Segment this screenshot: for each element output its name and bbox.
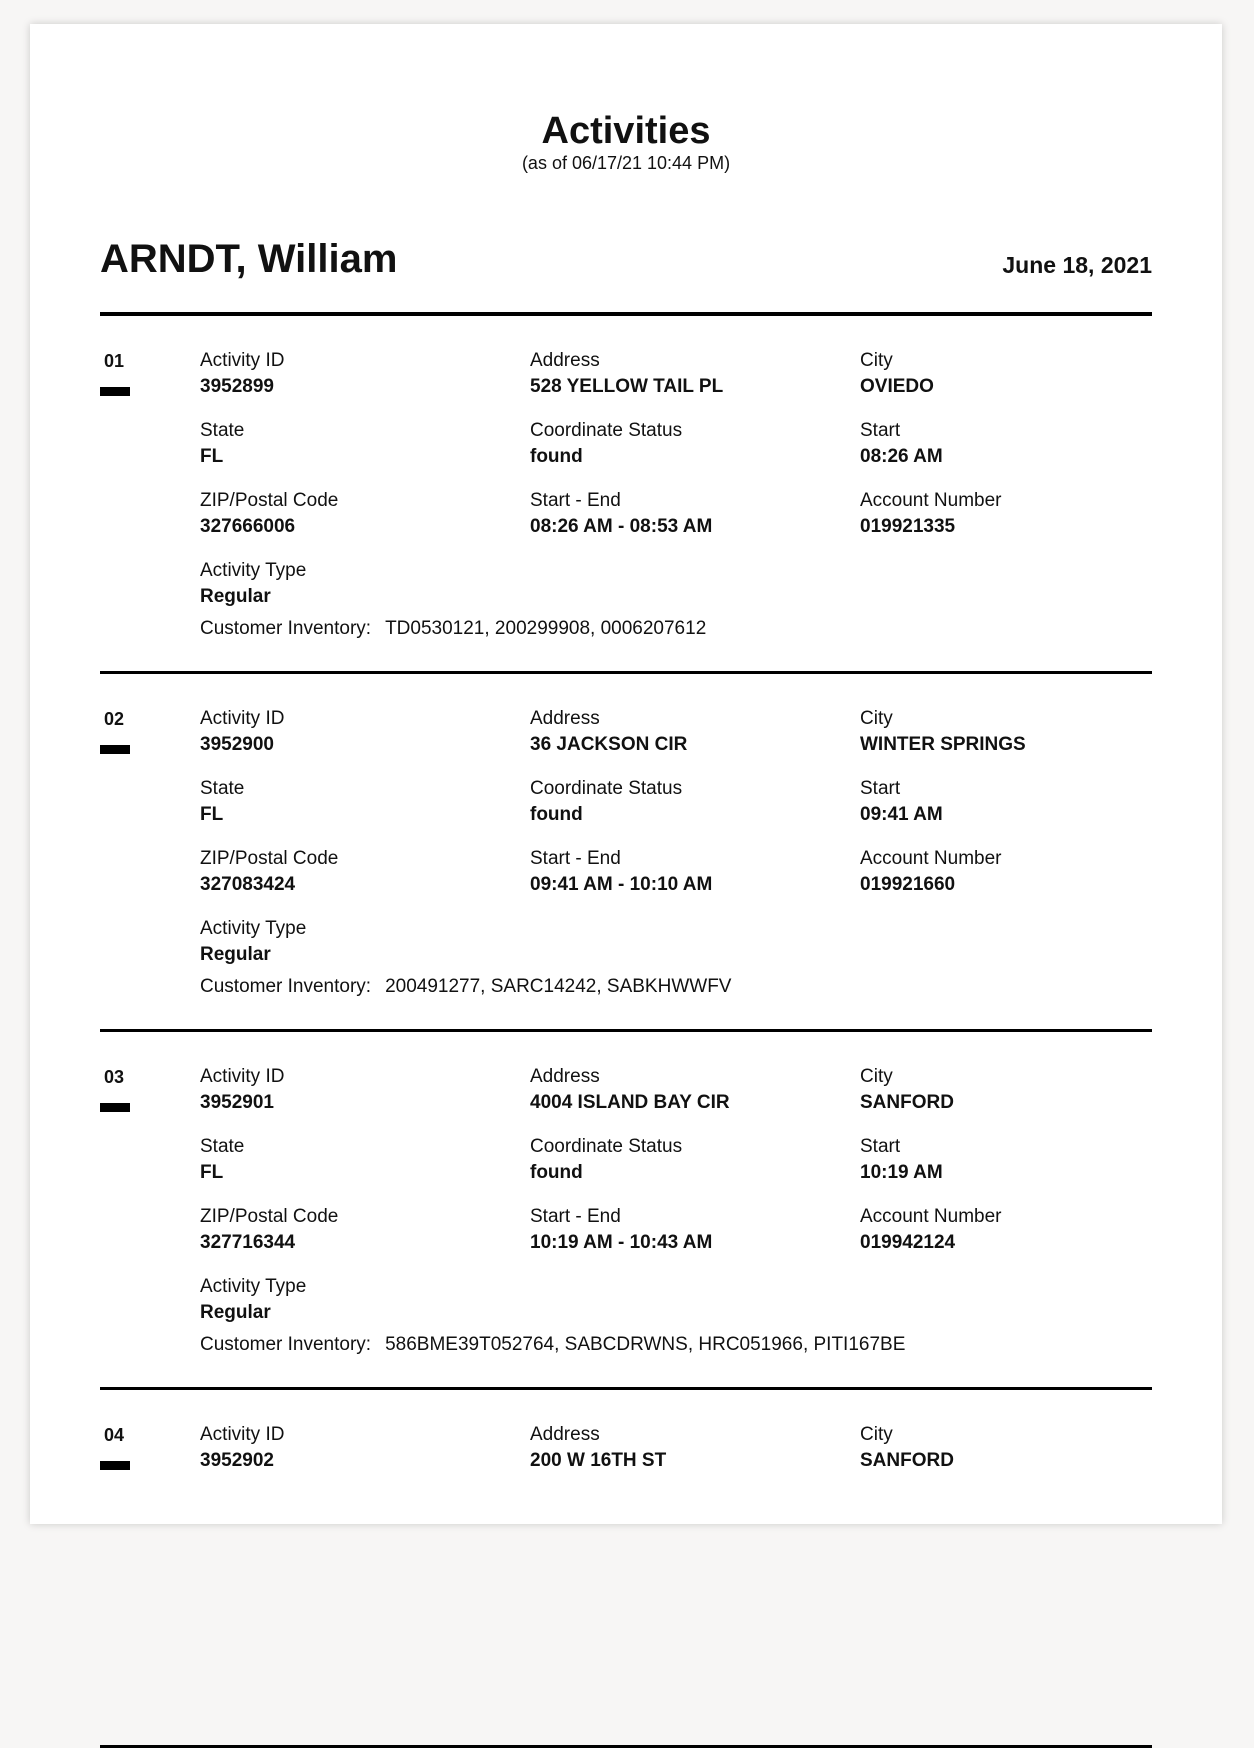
field-coordinate-status	[530, 776, 860, 846]
activity-number: 02	[104, 709, 125, 729]
field-label: Activity ID	[200, 708, 285, 729]
field-label: Coordinate Status	[530, 778, 683, 799]
field-label: Start	[860, 1136, 901, 1157]
activity-marker	[100, 745, 130, 754]
field-label: ZIP/Postal Code	[200, 848, 339, 869]
field-label: Activity ID	[200, 1066, 285, 1087]
activity-item	[100, 1032, 1152, 1390]
field-label: City	[860, 708, 893, 729]
field-value: 09:41 AM	[860, 804, 943, 825]
page-title: Activities	[541, 110, 711, 152]
field-value: FL	[200, 446, 224, 467]
field-label: City	[860, 1424, 893, 1445]
field-value: 327716344	[200, 1232, 296, 1253]
field-value: 08:26 AM - 08:53 AM	[530, 516, 713, 537]
activity-marker	[100, 387, 130, 396]
field-value: 019942124	[860, 1232, 956, 1253]
field-start	[860, 1134, 1152, 1204]
field-state	[200, 776, 530, 846]
field-value: 200 W 16TH ST	[530, 1450, 667, 1471]
field-label: Start - End	[530, 490, 621, 511]
field-value: 4004 ISLAND BAY CIR	[530, 1092, 730, 1113]
field-label: Start	[860, 420, 901, 441]
field-label: Address	[530, 1066, 600, 1087]
field-start-end	[530, 488, 860, 558]
field-value: 3952902	[200, 1450, 274, 1471]
field-value: found	[530, 1162, 583, 1183]
field-value: 327083424	[200, 874, 296, 895]
field-label: Start	[860, 778, 901, 799]
field-value: 528 YELLOW TAIL PL	[530, 376, 724, 397]
field-label: Account Number	[860, 1206, 1002, 1227]
field-start	[860, 418, 1152, 488]
resource-header	[100, 236, 1152, 282]
field-label: State	[200, 420, 245, 441]
field-value: found	[530, 804, 583, 825]
field-coordinate-status	[530, 1134, 860, 1204]
field-value: FL	[200, 1162, 224, 1183]
field-label: Account Number	[860, 490, 1002, 511]
customer-inventory-label: Customer Inventory:	[200, 618, 372, 639]
field-label: City	[860, 350, 893, 371]
field-label: Activity Type	[200, 1276, 307, 1297]
activity-item	[100, 316, 1152, 674]
activity-number: 01	[104, 351, 125, 371]
field-value: 10:19 AM	[860, 1162, 943, 1183]
activity-list	[100, 316, 1152, 1748]
field-value: 09:41 AM - 10:10 AM	[530, 874, 713, 895]
field-address	[530, 348, 860, 418]
activity-item	[100, 674, 1152, 1032]
customer-inventory	[200, 974, 731, 1000]
field-label: Start - End	[530, 1206, 621, 1227]
field-label: Activity ID	[200, 1424, 285, 1445]
customer-inventory-label: Customer Inventory:	[200, 976, 372, 997]
report-page	[30, 24, 1222, 1524]
field-zip	[200, 846, 530, 916]
field-label: Activity Type	[200, 560, 307, 581]
field-value: OVIEDO	[860, 376, 934, 397]
field-label: State	[200, 778, 245, 799]
field-label: Address	[530, 350, 600, 371]
field-activity-id	[200, 348, 530, 418]
field-value: 3952901	[200, 1092, 274, 1113]
field-value: 327666006	[200, 516, 296, 537]
field-value: WINTER SPRINGS	[860, 734, 1026, 755]
field-value: SANFORD	[860, 1450, 954, 1471]
field-activity-id	[200, 1064, 530, 1134]
field-zip	[200, 1204, 530, 1274]
field-city	[860, 706, 1152, 776]
field-value: Regular	[200, 1302, 271, 1323]
field-value: 08:26 AM	[860, 446, 943, 467]
field-value: 3952899	[200, 376, 274, 397]
field-label: Start - End	[530, 848, 621, 869]
activity-marker	[100, 1461, 130, 1470]
customer-inventory-label: Customer Inventory:	[200, 1334, 372, 1355]
customer-inventory	[200, 1332, 905, 1358]
field-value: Regular	[200, 586, 271, 607]
field-account-number	[860, 488, 1152, 558]
activity-item	[100, 1390, 1152, 1748]
field-label: Coordinate Status	[530, 420, 683, 441]
field-value: found	[530, 446, 583, 467]
field-address	[530, 706, 860, 776]
field-start-end	[530, 846, 860, 916]
field-label: Coordinate Status	[530, 1136, 683, 1157]
activity-marker	[100, 1103, 130, 1112]
field-value: 3952900	[200, 734, 274, 755]
field-label: City	[860, 1066, 893, 1087]
field-activity-id	[200, 706, 530, 776]
field-activity-id	[200, 1422, 530, 1492]
field-account-number	[860, 1204, 1152, 1274]
field-label: Activity Type	[200, 918, 307, 939]
field-label: State	[200, 1136, 245, 1157]
field-value: 019921660	[860, 874, 956, 895]
field-account-number	[860, 846, 1152, 916]
field-city	[860, 1064, 1152, 1134]
activity-number: 04	[104, 1425, 125, 1445]
field-label: Account Number	[860, 848, 1002, 869]
field-value: FL	[200, 804, 224, 825]
field-state	[200, 1134, 530, 1204]
field-start-end	[530, 1204, 860, 1274]
page-subtitle: (as of 06/17/21 10:44 PM)	[521, 153, 731, 173]
customer-inventory	[200, 616, 706, 642]
customer-inventory-value: 200491277, SARC14242, SABKHWWFV	[385, 976, 732, 997]
field-zip	[200, 488, 530, 558]
field-state	[200, 418, 530, 488]
field-value: 36 JACKSON CIR	[530, 734, 688, 755]
field-value: SANFORD	[860, 1092, 954, 1113]
field-city	[860, 1422, 1152, 1492]
field-address	[530, 1064, 860, 1134]
customer-inventory-value: TD0530121, 200299908, 0006207612	[385, 618, 707, 639]
customer-inventory-value: 586BME39T052764, SABCDRWNS, HRC051966, PITI167BE	[385, 1334, 906, 1355]
report-date: June 18, 2021	[1002, 252, 1152, 278]
field-label: Address	[530, 1424, 600, 1445]
field-coordinate-status	[530, 418, 860, 488]
field-label: Activity ID	[200, 350, 285, 371]
field-address	[530, 1422, 860, 1492]
field-label: ZIP/Postal Code	[200, 1206, 339, 1227]
field-label: Address	[530, 708, 600, 729]
resource-name: ARNDT, William	[100, 237, 398, 281]
field-value: 10:19 AM - 10:43 AM	[530, 1232, 713, 1253]
field-start	[860, 776, 1152, 846]
activity-number: 03	[104, 1067, 125, 1087]
field-label: ZIP/Postal Code	[200, 490, 339, 511]
field-value: 019921335	[860, 516, 956, 537]
field-city	[860, 348, 1152, 418]
field-value: Regular	[200, 944, 271, 965]
